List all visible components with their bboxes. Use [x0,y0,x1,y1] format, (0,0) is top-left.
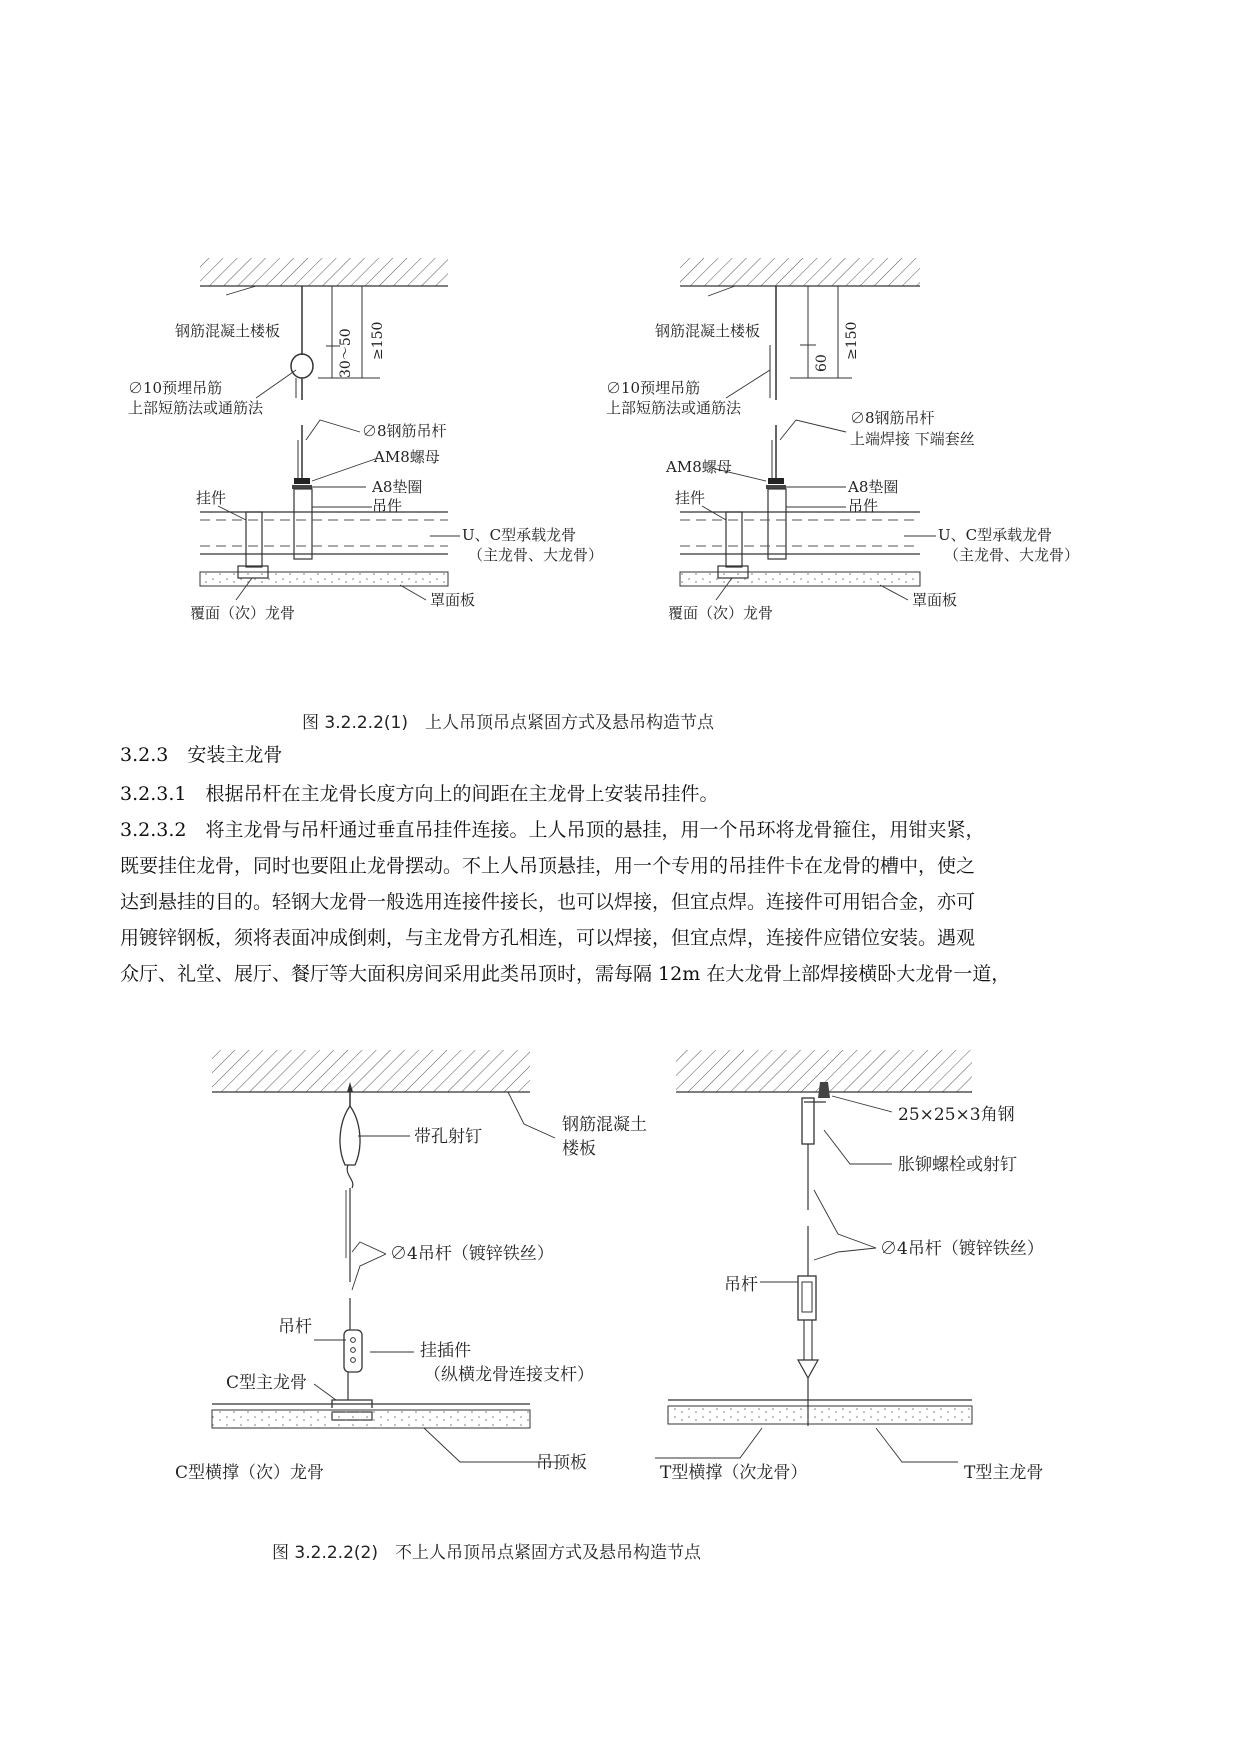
figure-1-caption: 图 3.2.2.2(1) 上人吊顶吊点紧固方式及悬吊构造节点 [302,713,714,733]
label-nut: AM8螺母 [666,458,732,476]
fig1-right-detail [606,258,1079,622]
dimension-b: ≥150 [844,321,860,360]
figure-2-diagram [0,1030,1241,1530]
label-rod: 吊杆 [278,1317,312,1337]
wire-loop [340,1106,360,1165]
washer [292,485,312,489]
label-embed-bar: ∅10预埋吊筋 [128,379,223,397]
insert-part [344,1330,362,1372]
label-rod-note: 上端焊接 下端套丝 [850,430,975,448]
label-nut: AM8螺母 [374,448,440,466]
label-hanger: 吊件 [848,497,879,515]
label-embed-bar: ∅10预埋吊筋 [606,379,701,397]
label-rod-wire: ∅4吊杆（镀锌铁丝） [390,1244,554,1264]
label-angle-steel: 25×25×3角钢 [898,1105,1015,1125]
paragraph-3-2-3-1: 3.2.3.1 根据吊杆在主龙骨长度方向上的间距在主龙骨上安装吊挂件。 [120,783,719,805]
paragraph-line: 用镀锌钢板，须将表面冲成倒刺，与主龙骨方孔相连，可以焊接，但宜点焊，连接件应错位安装。遇观 [120,927,976,949]
adjuster [798,1276,816,1320]
label-main-keel-sub: （主龙骨、大龙骨） [944,546,1080,564]
label-sub-keel: 覆面（次）龙骨 [190,604,296,622]
label-insert: 挂插件 [420,1341,471,1361]
washer [766,485,786,489]
dimension-a: 60 [814,354,830,372]
label-main-keel-sub: （主龙骨、大龙骨） [468,546,604,564]
hanger-part [294,489,312,559]
label-hanger: 吊件 [372,497,403,515]
label-t-cross-keel: T型横撑（次龙骨） [660,1463,808,1483]
label-clip: 挂件 [675,489,706,507]
label-embed-bar-method: 上部短筋法或通筋法 [128,399,264,417]
paragraph-line: 3.2.3.2 将主龙骨与吊杆通过垂直吊挂件连接。上人吊顶的悬挂，用一个吊环将龙骨箍住，用钳夹紧， [120,819,985,841]
hanger-part [768,489,786,559]
label-slab: 钢筋混凝土 [562,1115,647,1135]
label-t-main-keel: T型主龙骨 [964,1463,1044,1483]
cover-panel [200,572,448,586]
label-embed-bar-method: 上部短筋法或通筋法 [606,399,742,417]
label-bolt: 胀铆螺栓或射钉 [898,1155,1017,1175]
nut [294,478,310,484]
label-washer: A8垫圈 [372,478,423,496]
label-c-cross-keel: C型横撑（次）龙骨 [175,1463,325,1483]
fig2-left-detail [175,1050,594,1483]
figure-1-diagram [0,0,1241,700]
paragraph-line: 众厅、礼堂、展厅、餐厅等大面积房间采用此类吊顶时，需每隔 12m 在大龙骨上部焊接横卧大龙骨一道， [120,963,1011,985]
hook-loop [291,354,313,378]
label-sub-keel: 覆面（次）龙骨 [668,604,774,622]
figure-2-caption: 图 3.2.2.2(2) 不上人吊顶吊点紧固方式及悬吊构造节点 [272,1543,701,1563]
label-rod: ∅8钢筋吊杆 [850,409,935,427]
label-slab: 钢筋混凝土楼板 [655,322,761,340]
label-rod: ∅8钢筋吊杆 [362,422,447,440]
dimension-a: 30～50 [338,328,354,378]
paragraph-line: 达到悬挂的目的。轻钢大龙骨一般选用连接件接长，也可以焊接，但宜点焊。连接件可用铝合金，亦可 [120,891,976,913]
label-slab-2: 楼板 [562,1139,596,1159]
ceiling-panel [212,1410,530,1428]
fig2-right-detail [655,1050,1044,1483]
section-heading: 3.2.3 安装主龙骨 [120,744,283,766]
label-nail: 带孔射钉 [414,1127,482,1147]
label-main-keel: U、C型承载龙骨 [938,526,1053,544]
label-washer: A8垫圈 [848,478,899,496]
paragraph-3-2-3-2 [120,812,1130,992]
label-c-main-keel: C型主龙骨 [226,1373,308,1393]
ceiling-panel [668,1406,972,1424]
angle-steel [802,1098,814,1144]
label-ceiling-board: 吊顶板 [536,1453,587,1473]
label-rod: 吊杆 [724,1275,758,1295]
paragraph-line: 既要挂住龙骨，同时也要阻止龙骨摆动。不上人吊顶悬挂，用一个专用的吊挂件卡在龙骨的槽中，使之 [120,855,976,877]
dimension-b: ≥150 [370,321,386,360]
expansion-bolt [818,1082,830,1098]
concrete-slab [680,258,920,286]
label-slab: 钢筋混凝土楼板 [175,322,281,340]
label-main-keel: U、C型承载龙骨 [462,526,577,544]
label-rod-wire: ∅4吊杆（镀锌铁丝） [880,1239,1044,1259]
label-clip: 挂件 [196,489,227,507]
nut [768,478,784,484]
label-panel: 罩面板 [430,591,476,609]
label-insert-note: （纵横龙骨连接支杆） [424,1365,594,1385]
fig1-left-detail [128,258,603,622]
concrete-slab [212,1050,530,1092]
concrete-slab [200,258,448,286]
label-panel: 罩面板 [912,591,958,609]
cover-panel [680,572,920,586]
